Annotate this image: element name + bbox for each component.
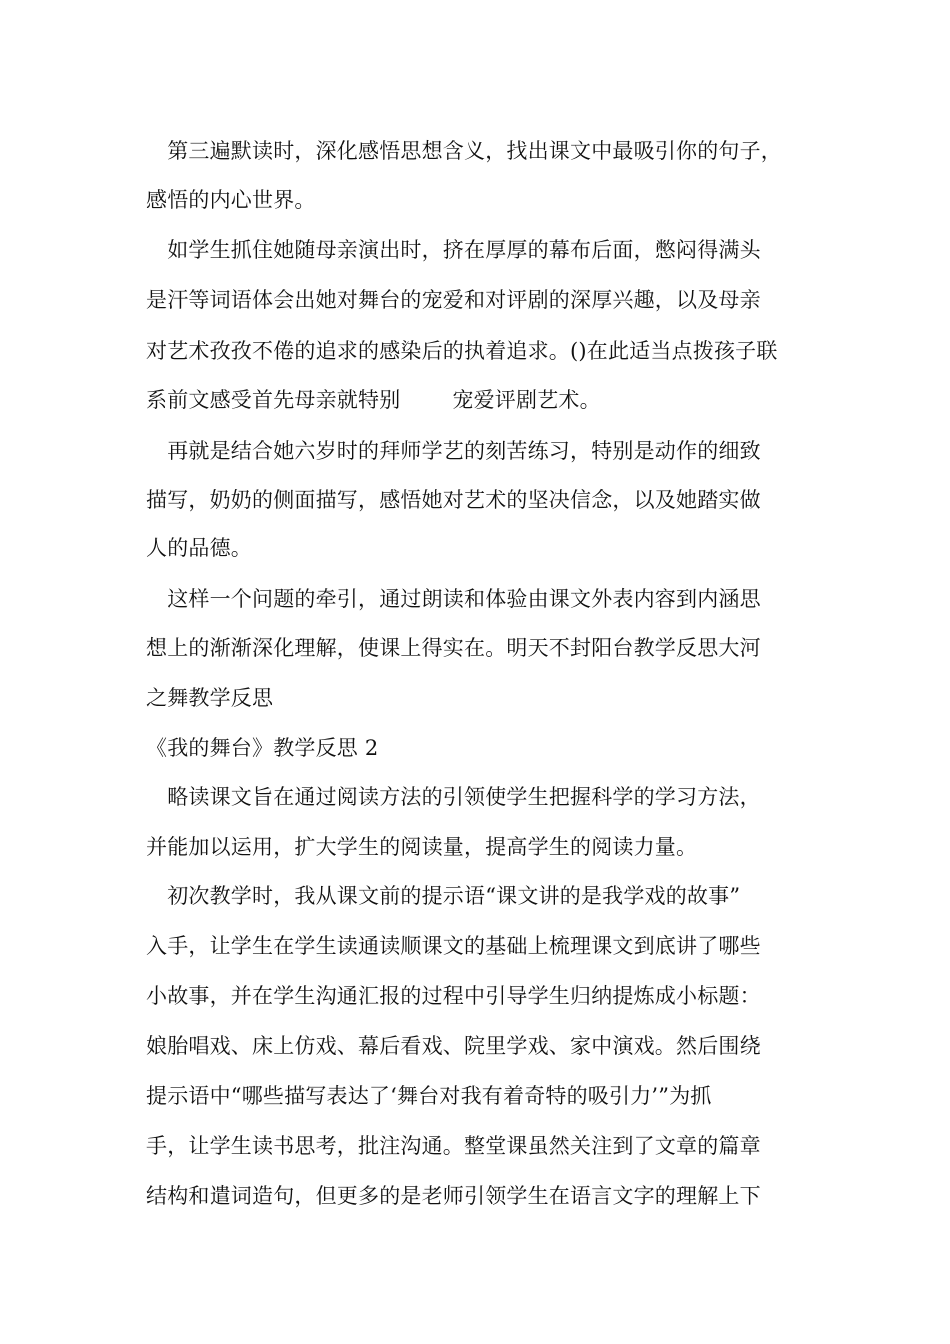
text-line: 描写，奶奶的侧面描写，感悟她对艺术的坚决信念，以及她踏实做 <box>146 488 761 512</box>
section-heading: 《我的舞台》教学反思 2 <box>146 736 379 760</box>
text-line-right-part: 宠爱评剧艺术。 <box>452 388 601 412</box>
text-line: 这样一个问题的牵引，通过朗读和体验由课文外表内容到内涵思 <box>146 587 761 611</box>
text-line: 想上的渐渐深化理解，使课上得实在。明天不封阳台教学反思大河 <box>146 636 761 660</box>
text-line: 提示语中“哪些描写表达了‘舞台对我有着奇特的吸引力’”为抓 <box>146 1084 712 1108</box>
text-line: 初次教学时，我从课文前的提示语“课文讲的是我学戏的故事” <box>146 884 741 908</box>
text-line-left-part: 系前文感受首先母亲就特别 <box>146 388 401 412</box>
text-line: 之舞教学反思 <box>146 686 274 710</box>
text-line: 结构和遣词造句，但更多的是老师引领学生在语言文字的理解上下 <box>146 1184 761 1208</box>
text-line: 入手，让学生在学生读通读顺课文的基础上梳理课文到底讲了哪些 <box>146 934 761 958</box>
text-line: 略读课文旨在通过阅读方法的引领使学生把握科学的学习方法， <box>146 785 761 809</box>
text-line: 感悟的内心世界。 <box>146 188 316 212</box>
text-line: 第三遍默读时，深化感悟思想含义，找出课文中最吸引你的句子， <box>146 139 782 163</box>
text-line: 对艺术孜孜不倦的追求的感染后的执着追求。()在此适当点拨孩子联 <box>146 339 778 363</box>
text-line <box>146 385 601 415</box>
text-line: 小故事，并在学生沟通汇报的过程中引导学生归纳提炼成小标题： <box>146 984 761 1008</box>
text-line: 人的品德。 <box>146 536 252 560</box>
text-line: 并能加以运用，扩大学生的阅读量，提高学生的阅读力量。 <box>146 835 698 859</box>
text-line: 是汗等词语体会出她对舞台的宠爱和对评剧的深厚兴趣，以及母亲 <box>146 288 761 312</box>
text-line: 手，让学生读书思考，批注沟通。整堂课虽然关注到了文章的篇章 <box>146 1134 761 1158</box>
text-line: 再就是结合她六岁时的拜师学艺的刻苦练习，特别是动作的细致 <box>146 439 761 463</box>
text-line: 娘胎唱戏、床上仿戏、幕后看戏、院里学戏、家中演戏。然后围绕 <box>146 1034 761 1058</box>
text-line: 如学生抓住她随母亲演出时，挤在厚厚的幕布后面，憋闷得满头 <box>146 238 761 262</box>
